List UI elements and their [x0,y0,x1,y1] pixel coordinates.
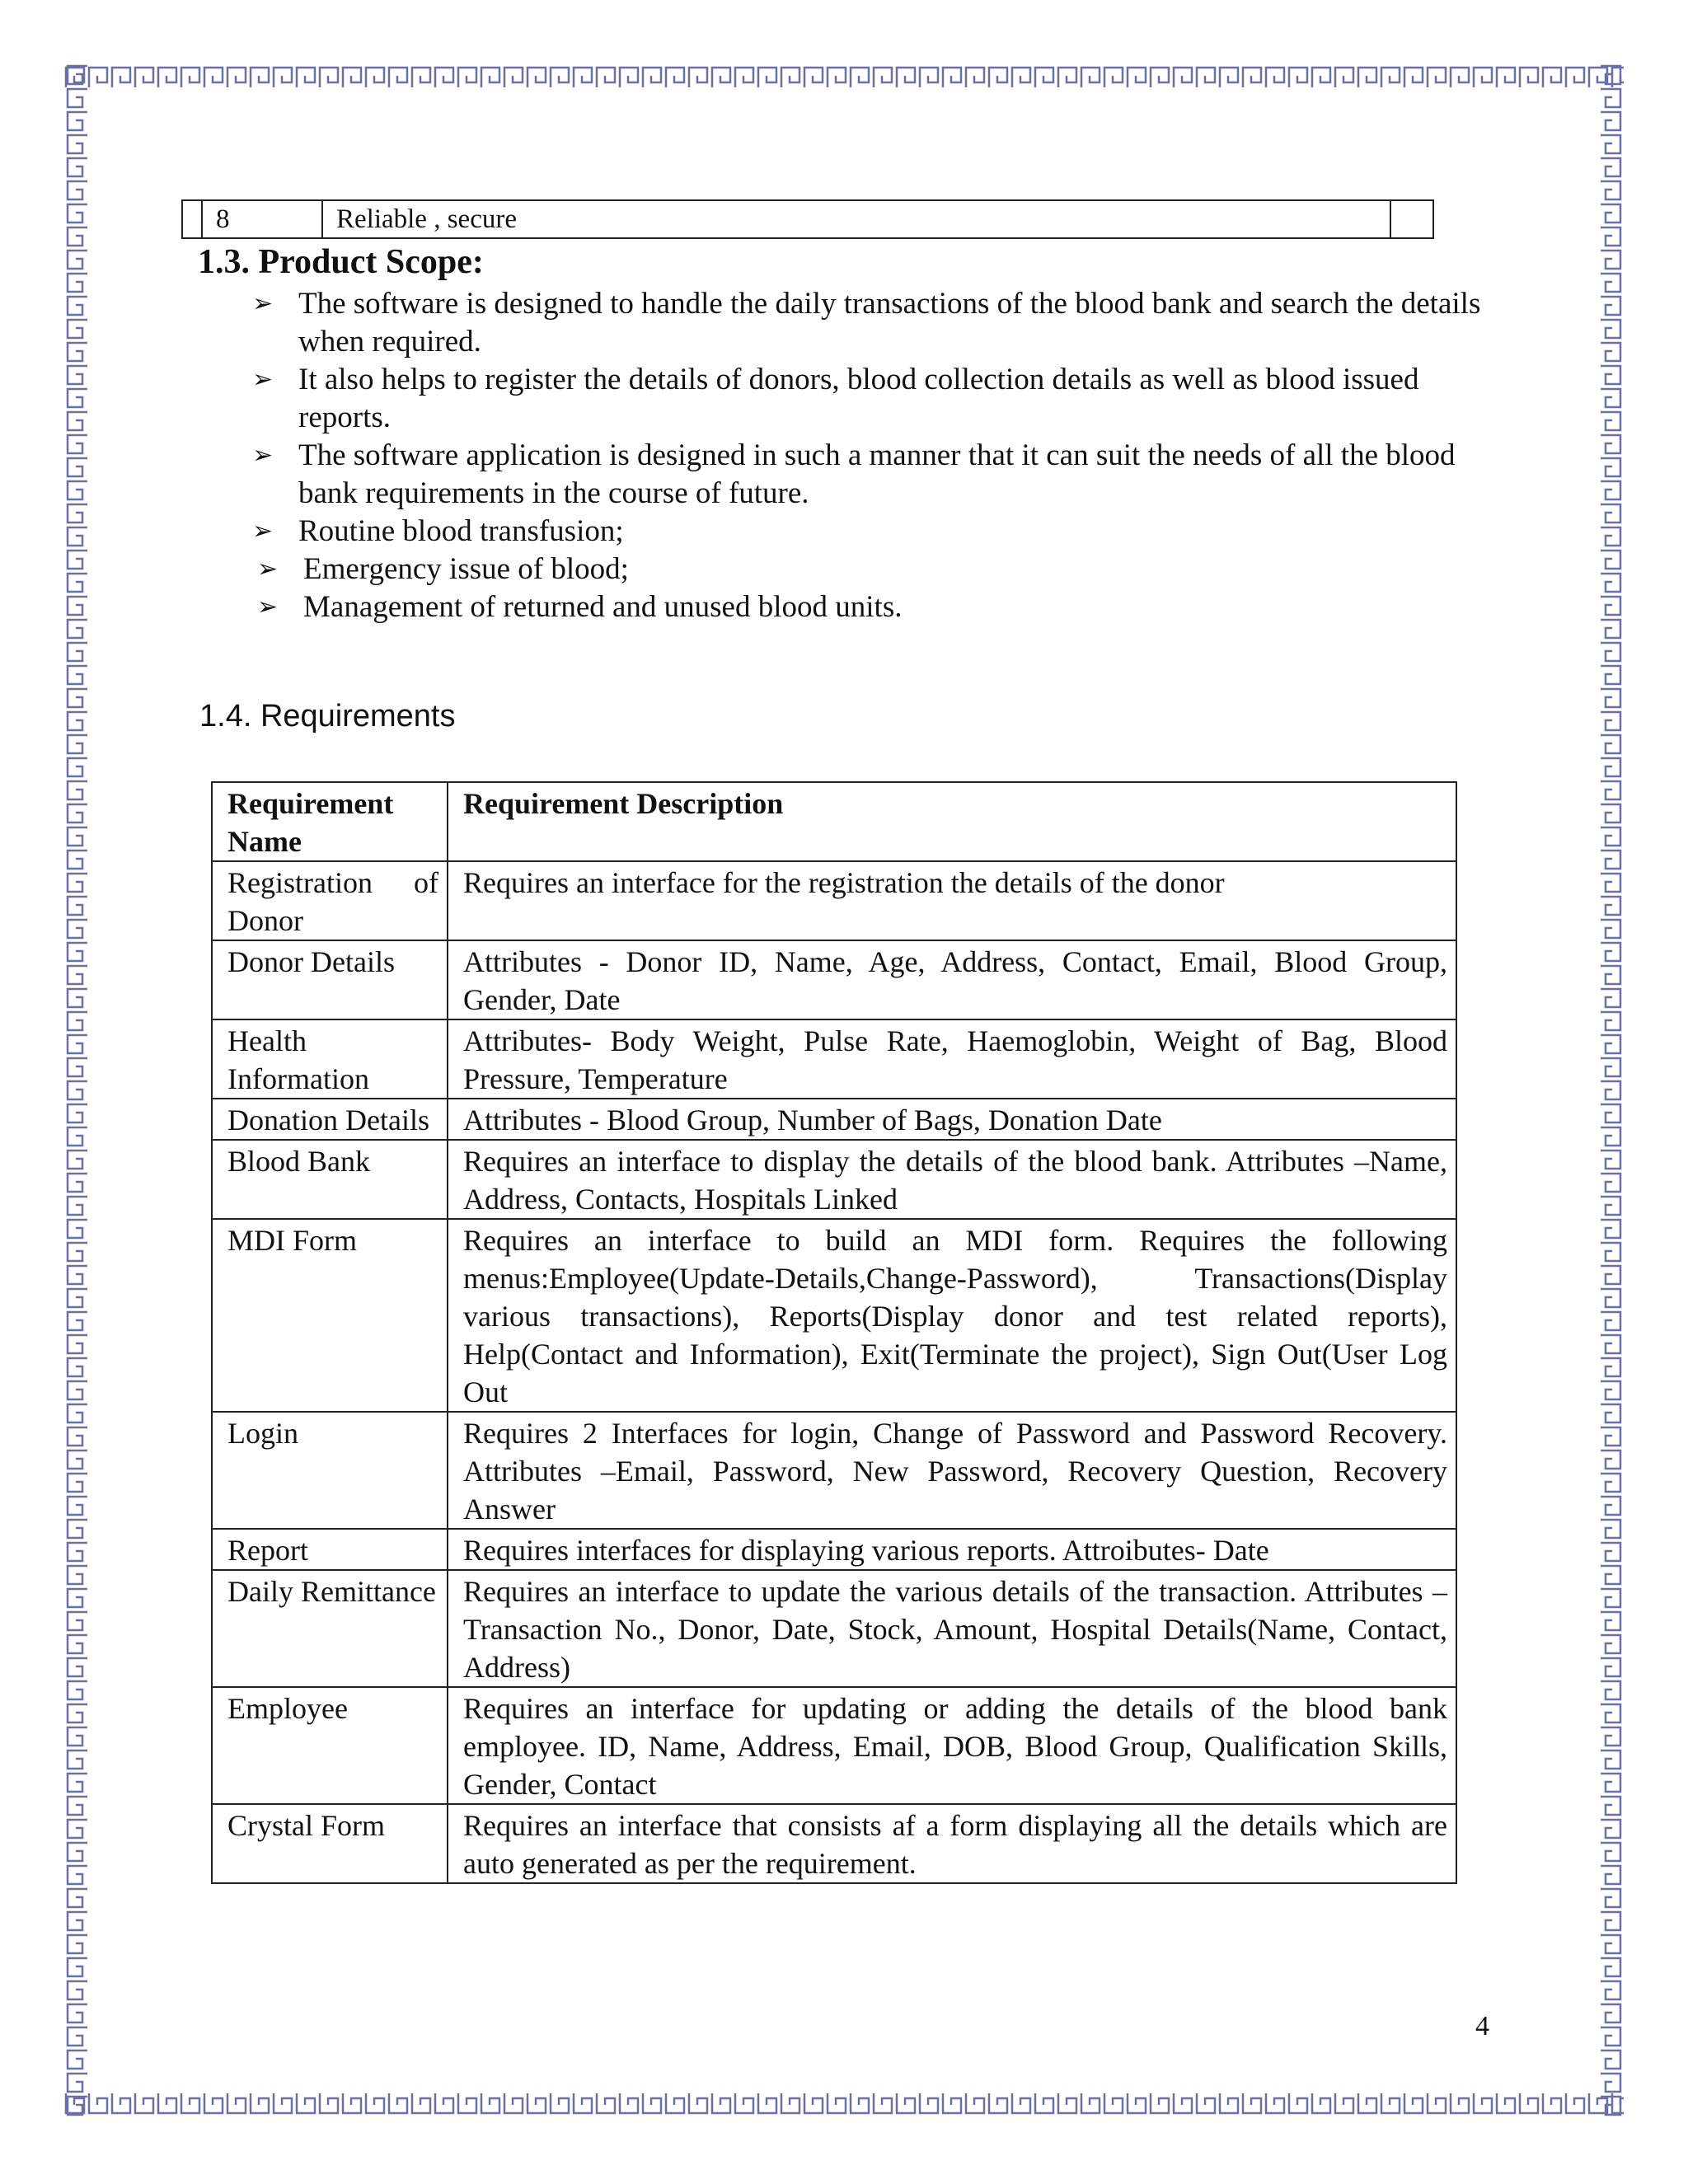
requirement-name: Health Information [212,1019,448,1099]
requirement-name: Donor Details [212,940,448,1019]
table-header-row [212,782,1456,861]
requirement-description: Requires 2 Interfaces for login, Change of Password and Password Recovery. Attributes –Email, Password, New Password, Recovery Question, Recovery Answer [448,1412,1456,1529]
table-row [212,861,1456,940]
previous-table-last-row [181,199,1434,239]
section-heading-requirements: 1.4. Requirements [199,699,456,733]
table-cell-spacer [183,201,203,237]
arrow-bullet-icon: ➢ [252,442,274,469]
requirement-name: Employee [212,1687,448,1804]
requirements-table [211,781,1457,1884]
table-cell-text: Reliable , secure [323,201,1391,237]
requirement-name: Registration of Donor [212,861,448,940]
requirement-name: Donation Details [212,1099,448,1140]
bullet-text: Management of returned and unused blood units. [303,590,903,624]
arrow-bullet-icon: ➢ [252,366,274,393]
decorative-border-top [64,64,1624,89]
requirement-description: Requires an interface for updating or adding the details of the blood bank employee. ID, Name, Address, Email, DOB, Blood Group, Qualification Skills, Gender, Contact [448,1687,1456,1804]
requirement-name: Login [212,1412,448,1529]
requirement-description: Requires an interface for the registration the details of the donor [448,861,1456,940]
requirement-name: MDI Form [212,1219,448,1412]
table-row [212,1804,1456,1883]
table-row [212,1219,1456,1412]
table-cell-number: 8 [203,201,323,237]
decorative-border-left [64,64,89,2116]
table-row [212,940,1456,1019]
bullet-text: Emergency issue of blood; [303,552,629,586]
requirement-name: Crystal Form [212,1804,448,1883]
arrow-bullet-icon: ➢ [257,593,279,621]
section-heading-product-scope: 1.3. Product Scope: [198,243,484,281]
bullet-text: Routine blood transfusion; [298,514,624,548]
arrow-bullet-icon: ➢ [257,555,279,583]
header-requirement-description: Requirement Description [448,782,1456,861]
table-row [212,1019,1456,1099]
page-number: 4 [1475,2011,1489,2041]
table-row [212,1412,1456,1529]
requirement-description: Requires an interface to build an MDI form. Requires the following menus:Employee(Update-Details,Change-Password), Transactions(Display various transactions), Reports(Display donor and test related reports), Help(Contact and Information), Exit(Terminate the project), Sign Out(User Log Out [448,1219,1456,1412]
requirement-description: Attributes - Donor ID, Name, Age, Address, Contact, Email, Blood Group, Gender, Date [448,940,1456,1019]
table-row [212,1099,1456,1140]
requirement-description: Requires an interface to update the various details of the transaction. Attributes –Transaction No., Donor, Date, Stock, Amount, Hospital Details(Name, Contact, Address) [448,1570,1456,1687]
table-cell-empty [1391,201,1432,237]
table-row [212,1140,1456,1219]
bullet-text: The software application is designed in such a manner that it can suit the needs of all the blood bank requirements in the course of future. [298,438,1456,510]
arrow-bullet-icon: ➢ [252,290,274,317]
requirement-description: Attributes- Body Weight, Pulse Rate, Haemoglobin, Weight of Bag, Blood Pressure, Temperature [448,1019,1456,1099]
table-row [212,1570,1456,1687]
requirement-description: Requires an interface to display the details of the blood bank. Attributes –Name, Address, Contacts, Hospitals Linked [448,1140,1456,1219]
requirement-name: Report [212,1529,448,1570]
table-row [212,1687,1456,1804]
requirement-description: Requires an interface that consists af a form displaying all the details which are auto generated as per the requirement. [448,1804,1456,1883]
requirement-name: Daily Remittance [212,1570,448,1687]
table-row [212,1529,1456,1570]
bullet-text: The software is designed to handle the daily transactions of the blood bank and search the details when required. [298,287,1481,359]
decorative-border-right [1599,64,1624,2116]
requirement-description: Attributes - Blood Group, Number of Bags, Donation Date [448,1099,1456,1140]
requirement-name: Blood Bank [212,1140,448,1219]
header-requirement-name: Requirement Name [212,782,448,861]
decorative-border-bottom [64,2092,1624,2116]
bullet-text: It also helps to register the details of donors, blood collection details as well as blood issued reports. [298,363,1419,434]
arrow-bullet-icon: ➢ [252,518,274,545]
requirement-description: Requires interfaces for displaying various reports. Attroibutes- Date [448,1529,1456,1570]
